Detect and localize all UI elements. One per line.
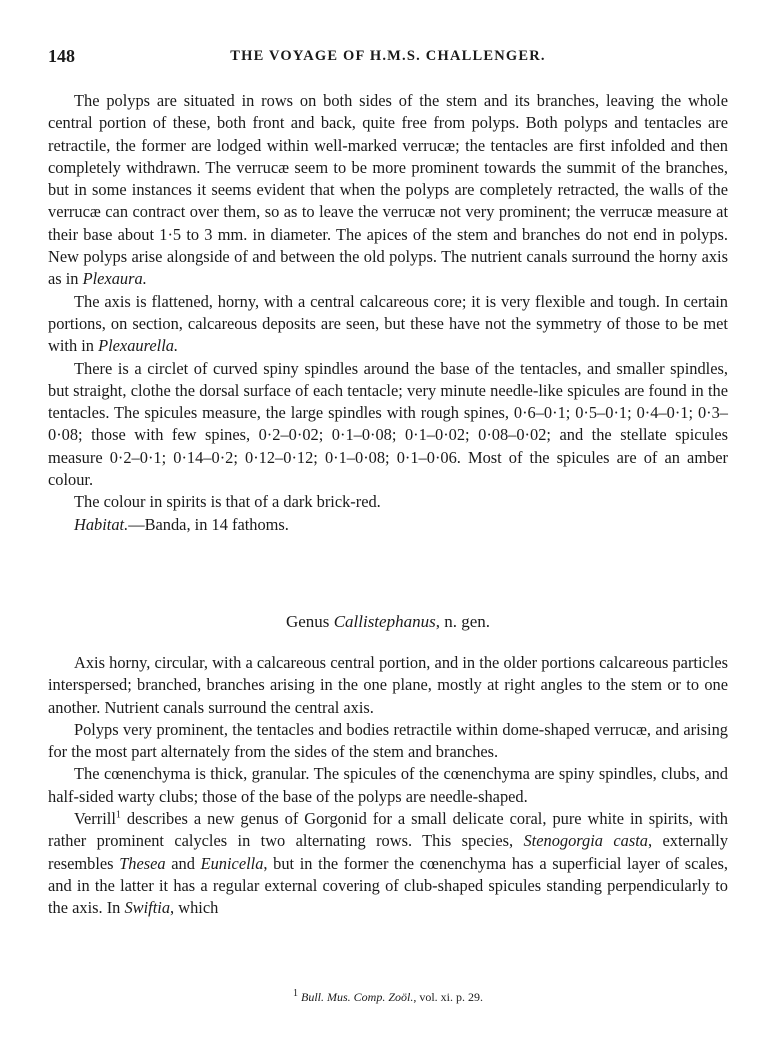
- footnote-ref: 1: [115, 809, 121, 821]
- genus-plexaurella: Plexaurella.: [98, 336, 179, 356]
- habitat-line: Habitat.—Banda, in 14 fathoms.: [74, 514, 289, 534]
- species-description: [48, 90, 728, 536]
- paragraph-colour: The colour in spirits is that of a dark brick-red.: [74, 492, 381, 512]
- paragraph-coenenchyma: The cœnenchyma is thick, granular. The spicules of the cœnenchyma are spiny spindles, clubs, and half-sided warty clubs; those of the base of the polyps are needle-shaped.: [48, 764, 728, 806]
- running-title: THE VOYAGE OF H.M.S. CHALLENGER.: [230, 48, 546, 64]
- footnote-marker: 1: [292, 988, 298, 999]
- page-header: [48, 46, 728, 68]
- genus-plexaura: Plexaura.: [82, 269, 147, 289]
- paragraph-polyps-genus: Polyps very prominent, the tentacles and bodies retractile within dome-shaped verrucæ, and arising for the most part alternately from the sides of the stem and branches.: [48, 719, 728, 762]
- species-stenogorgia: Stenogorgia casta: [523, 831, 648, 851]
- genus-thesea: Thesea: [119, 853, 166, 873]
- paragraph-spicules: There is a circlet of curved spiny spindles around the base of the tentacles, and smaller spindles, but straight, clothe the dorsal surface of each tentacle; very minute needle-like spicules are found in the tentacles. The spicules measure, the large spindles with rough spines, 0·6–0·1; 0·5–0·1; 0·4–0·1; 0·3–0·08; those with few spines, 0·2–0·02; 0·1–0·08; 0·1–0·02; 0·08–0·02; and the stellate spicules measure 0·2–0·1; 0·14–0·2; 0·12–0·12; 0·1–0·08; 0·1–0·06. Most of the spicules are of an amber colour.: [48, 358, 728, 490]
- footnote-source: Bull. Mus. Comp. Zoöl.: [300, 990, 414, 1004]
- genus-description: [48, 652, 728, 920]
- footnote: [0, 990, 776, 1005]
- paragraph-axis: The axis is flattened, horny, with a central calcareous core; it is very flexible and tough. In certain portions, on section, calcareous deposits are seen, but these have not the symmetry of those to be met with in Plexaurella.: [48, 291, 728, 356]
- genus-eunicella: Eunicella: [200, 853, 264, 873]
- footnote-detail: , vol. xi. p. 29.: [413, 990, 483, 1004]
- habitat-label: Habitat.: [74, 514, 129, 534]
- paragraph-polyps: The polyps are situated in rows on both sides of the stem and its branches, leaving the whole central portion of these, both front and back, quite free from polyps. Both polyps and tentacles are retractile, the former are lodged within well-marked verrucæ; the tentacles are first infolded and then completely withdrawn. The verrucæ seem to be more prominent towards the summit of the branches, but in some instances it seems evident that when the polyps are completely retracted, the walls of the verrucæ can contract over them, so as to leave the verrucæ not very prominent; the verrucæ measure at their base about 1·5 to 3 mm. in diameter. The apices of the stem and branches do not end in polyps. New polyps arise alongside of and between the old polyps. The nutrient canals surround the horny axis as in Plexaura.: [48, 91, 728, 289]
- paragraph-verrill: Verrill$^1$ describes a new genus of Gorgonid for a small delicate coral, pure white in spirits, with rather prominent calycles in two alternating rows. This species, Stenogorgia casta, externally resembles Thesea and Eunicella, but in the former the cœnenchyma has a superficial layer of scales, and in the latter it has a regular external covering of club-shaped spicules standing perpendicularly to the axis. In Swiftia, which: [48, 809, 729, 918]
- page-number: 148: [48, 46, 75, 66]
- genus-heading: Genus Callistephanus, n. gen.: [285, 612, 490, 631]
- genus-swiftia: Swiftia: [124, 898, 171, 918]
- genus-name: Callistephanus: [333, 612, 436, 631]
- paragraph-axis-genus: Axis horny, circular, with a calcareous central portion, and in the older portions calcareous particles interspersed; branched, branches arising in the one plane, mostly at right angles to the stem or to one another. Nutrient canals surround the central axis.: [48, 653, 728, 717]
